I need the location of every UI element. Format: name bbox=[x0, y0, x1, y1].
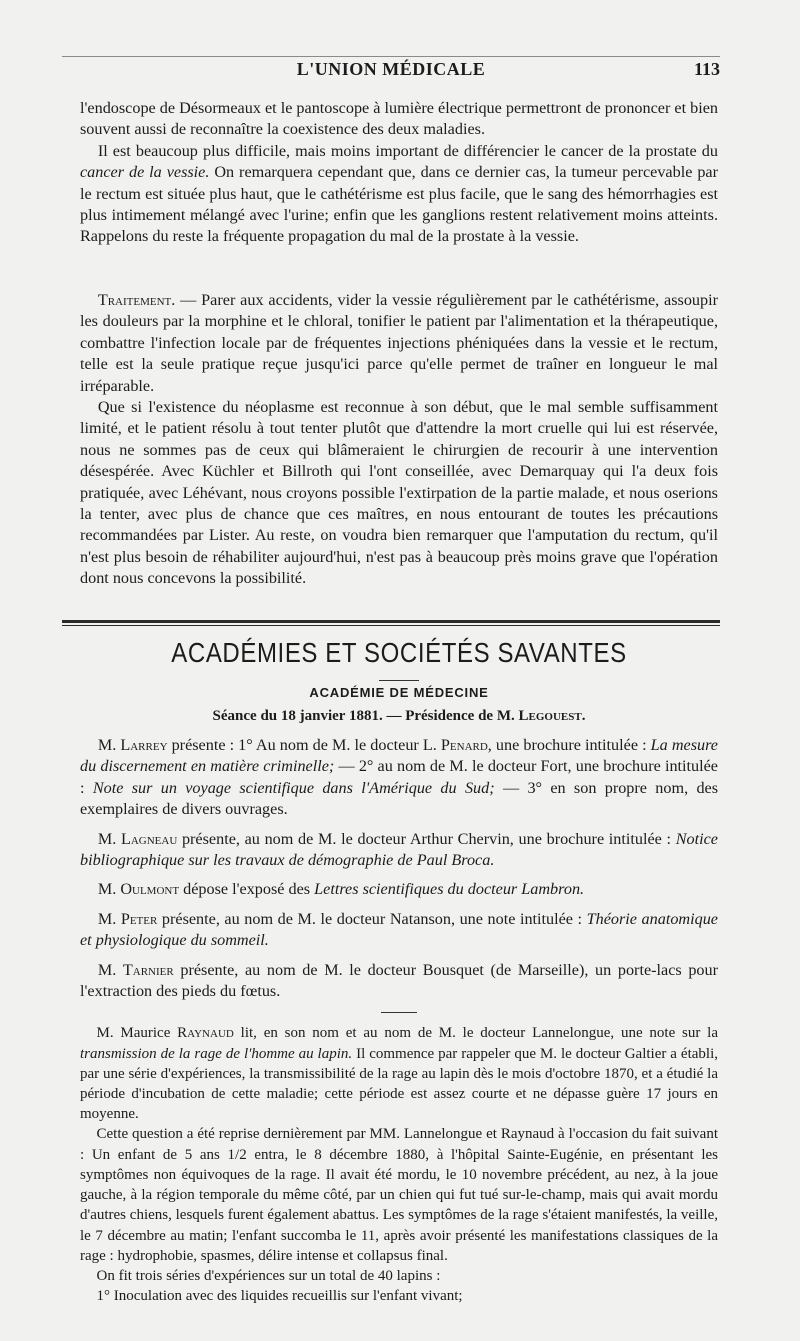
paragraph-case: Cette question a été reprise dernièrement par MM. Lannelongue et Raynaud à l'occasion du fait suivant : Un enfant de 5 ans 1/2 entra, le 8 décembre 1880, à l'hôpital Sainte-Eugénie, en présentant les symptômes non équivoques de la rage. Il avait été mordu, le 10 novembre précédent, au nez, à la joue gauche, à la région temporale du même côté, par un chien qui fut tué sur-le-champ, mais qui avait mordu d'autres chiens, lesquels furent également abattus. Les symptômes de la rage s'étaient manifestés, la veille, le 7 décembre au matin; l'enfant succomba le 11, après avoir présenté les manifestations classiques de la rage : hydrophobie, spasmes, délire intense et collapsus final. bbox=[80, 1126, 718, 1264]
entry-peter: M. Peter présente, au nom de M. le docteur Natanson, une note intitulée : Théorie anatomique et physiologique du sommeil. bbox=[80, 909, 718, 950]
academy-title: ACADÉMIE DE MÉDECINE bbox=[309, 685, 489, 700]
paragraph-experiments: On fit trois séries d'expériences sur un total de 40 lapins : bbox=[96, 1267, 441, 1284]
section-divider bbox=[62, 620, 720, 626]
paragraph-differential: Il est beaucoup plus difficile, mais moins important de différencier le cancer de la prostate du cancer de la vessie. On remarquera cependant que, dans ce dernier cas, la tumeur percevable par le rectum est située plus haut, que le cathétérisme est plus facile, que le sang des hémorrhagies est plus intimement mélangé avec l'urine; enfin que les ganglions restent relativement moins atteints. Rappelons du reste la fréquente propagation du mal de la prostate à la vessie. bbox=[80, 141, 718, 246]
page-number: 113 bbox=[693, 59, 720, 79]
entry-oulmont: M. Oulmont dépose l'exposé des Lettres scientifiques du docteur Lambron. bbox=[97, 880, 585, 899]
session-line: Séance du 18 janvier 1881. — Présidence de M. Legouest. bbox=[212, 708, 586, 724]
paragraph-extirpation: Que si l'existence du néoplasme est reconnue à son début, que le mal semble suffisamment limité, et le patient résolu à tout tenter plutôt que d'attendre la mort cruelle qui lui est réservée, nous ne sommes pas de ceux qui blâmeraient le chirurgien de recourir à une intervention désespérée. Avec Küchler et Billroth qui l'ont conseillée, avec Demarquay qui l'a deux fois pratiquée, avec Léhévant, nous croyons possible l'extirpation de la partie malade, et nous oserions la tenter, avec plus de chance que ces maîtres, en nous entourant de toutes les précautions recommandées par Lister. Au reste, on voudra bien remarquer que l'amputation du rectum, qu'il n'est plus besoin de réhabiliter aujourd'hui, n'est pas à beaucoup près moins grave que l'opération dont nous concevons la possibilité. bbox=[80, 398, 718, 588]
entry-larrey: M. Larrey présente : 1° Au nom de M. le docteur L. Penard, une brochure intitulée : La mesure du discernement en matière criminelle; — 2° au nom de M. le docteur Fort, une brochure intitulée : Note sur un voyage scientifique dans l'Amérique du Sud; — 3° en son propre nom, des exemplaires de divers ouvrages. bbox=[80, 736, 719, 819]
running-header bbox=[62, 56, 720, 81]
paragraph-inoculation: 1° Inoculation avec des liquides recueillis sur l'enfant vivant; bbox=[96, 1288, 463, 1305]
paragraph-treatment: Traitement. — Parer aux accidents, vider la vessie régulièrement par le cathétérisme, assoupir les douleurs par la morphine et le chloral, tonifier le patient par l'alimentation et la thérapeutique, combattre l'infection locale par de fréquentes injections phéniquées dans la vessie et le rectum, telle est la seule pratique reçue jusqu'ici parce qu'elle permet de traîner en longueur le mal irréparable. bbox=[80, 291, 718, 395]
section-title: ACADÉMIES ET SOCIÉTÉS SAVANTES bbox=[171, 637, 627, 669]
entry-lagneau: M. Lagneau présente, au nom de M. le docteur Arthur Chervin, une brochure intitulée : Notice bibliographique sur les travaux de démographie de Paul Broca. bbox=[80, 829, 718, 870]
treatment-section bbox=[80, 290, 718, 590]
entry-tarnier: M. Tarnier présente, au nom de M. le docteur Bousquet (de Marseille), un porte-lacs pour l'extraction des pieds du fœtus. bbox=[80, 960, 718, 1001]
treatment-label: Traitement. bbox=[97, 291, 176, 309]
entry-raynaud: M. Maurice Raynaud lit, en son nom et au nom de M. le docteur Lannelongue, une note sur la transmission de la rage de l'homme au lapin. Il commence par rappeler que M. le docteur Galtier a établi, par une série d'expériences, la transmissibilité de la rage au lapin dès le mois d'octobre 1870, et a étudié la période d'incubation de cette maladie; cette période est assez courte et ne dépasse guère 17 jours en moyenne. bbox=[80, 1025, 718, 1123]
journal-title: L'UNION MÉDICALE bbox=[296, 59, 486, 79]
article-continuation bbox=[80, 98, 718, 248]
paragraph-endoscope: l'endoscope de Désormeaux et le pantoscope à lumière électrique permettront de prononcer et bien souvent aussi de reconnaître la coexistence des deux maladies. bbox=[80, 99, 719, 139]
academies-section bbox=[80, 637, 719, 1306]
